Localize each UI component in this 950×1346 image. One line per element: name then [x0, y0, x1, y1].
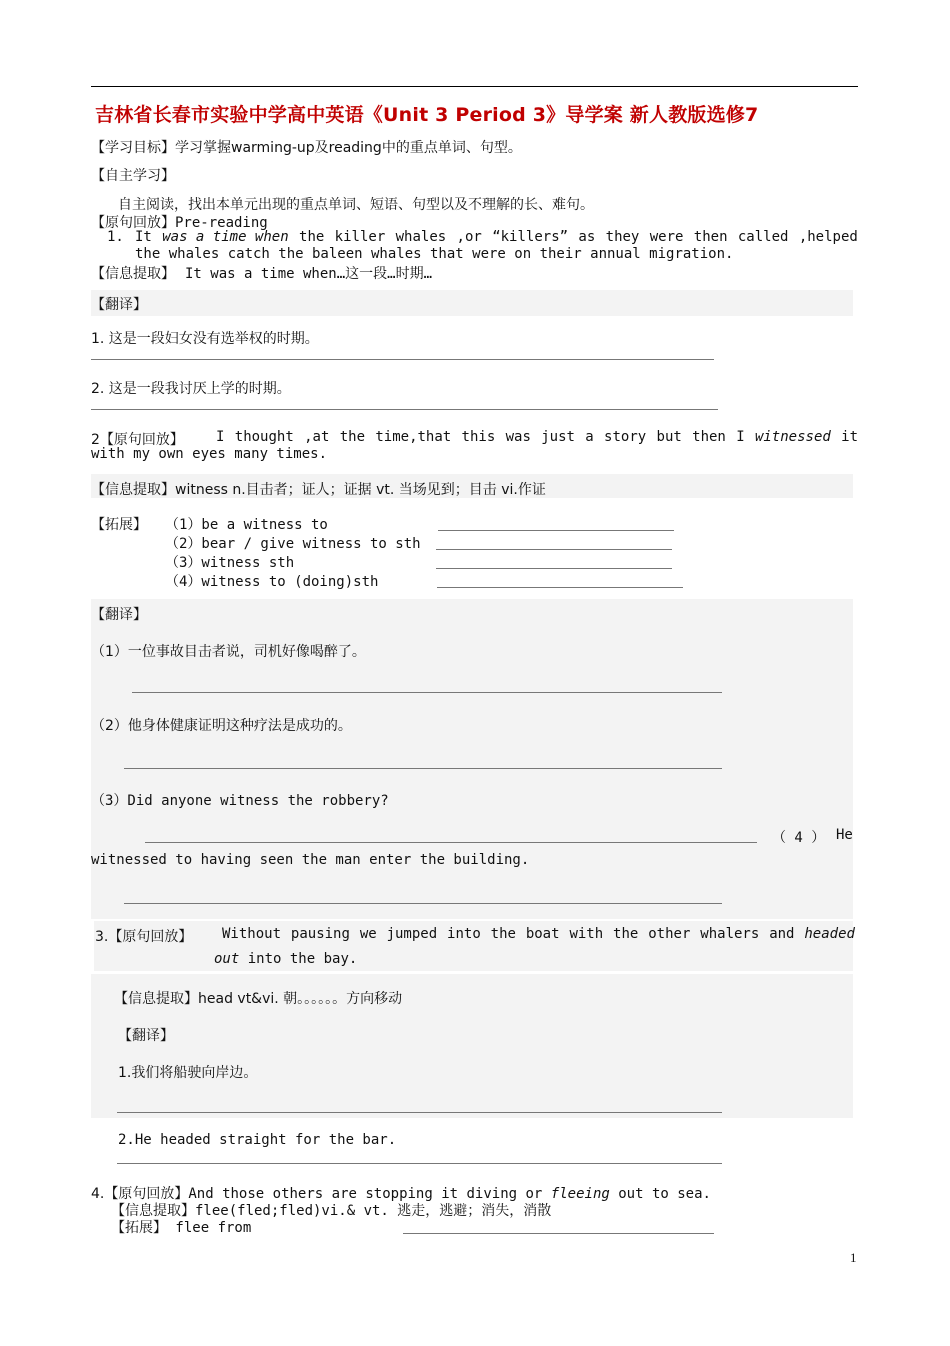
word: the [490, 926, 516, 942]
s2-line2: with my own eyes many times. [91, 446, 328, 462]
word: pausing [290, 926, 350, 942]
s2-label: 2【原句回放】 [91, 432, 184, 448]
s2-info-label: 【信息提取】 [91, 482, 175, 498]
s1-line2: the whales catch the baleen whales that were on their annual migration. [135, 246, 734, 262]
s4-text-a: And those others are stopping it diving or [188, 1186, 551, 1202]
word: as [578, 229, 596, 245]
s3-t2: 2.He headed straight for the bar. [118, 1132, 397, 1148]
self-study-label: 【自主学习】 [91, 168, 175, 184]
word: ,or [456, 229, 482, 245]
answer-line [436, 568, 672, 569]
word: I [216, 429, 225, 445]
s1-info-label: 【信息提取】 [91, 266, 175, 282]
s2-t4-rest: witnessed to having seen the man enter the building. [91, 852, 530, 868]
answer-line [403, 1233, 714, 1234]
s1-translate-label: 【翻译】 [91, 297, 147, 313]
s1-item-1: 1. 这是一段妇女没有选举权的时期。 [91, 331, 319, 347]
answer-line [132, 692, 722, 693]
s2-ext-label: 【拓展】 [91, 517, 147, 533]
s1-number: 1. [107, 229, 124, 245]
answer-line [438, 530, 674, 531]
s2-ext-3: （3）witness sth [165, 555, 295, 571]
s1-line1 [135, 229, 858, 245]
word: the [299, 229, 325, 245]
s3-translate-label: 【翻译】 [118, 1028, 174, 1044]
word: other [648, 926, 691, 942]
s4-label: 4.【原句回放】 [91, 1186, 189, 1202]
s2-t2: （2）他身体健康证明这种疗法是成功的。 [91, 718, 352, 734]
word: into [447, 926, 481, 942]
self-study-text: 自主阅读，找出本单元出现的重点单词、短语、句型以及不理解的长、难句。 [118, 197, 594, 213]
pre-reading-label: 【原句回放】 [91, 215, 175, 231]
word: the [339, 429, 366, 445]
word: boat [525, 926, 560, 942]
s2-t3: （3）Did anyone witness the robbery? [91, 793, 389, 809]
goal-label: 【学习目标】 [91, 140, 175, 156]
s2-ext-1: （1）be a witness to [165, 517, 328, 533]
word: story [604, 429, 647, 445]
s1-item-2: 2. 这是一段我讨厌上学的时期。 [91, 381, 291, 397]
s4-ext-text: flee from [167, 1220, 252, 1236]
s3-info [114, 988, 402, 1008]
word: just [541, 429, 575, 445]
learning-goal [91, 137, 522, 157]
pre-reading-text: Pre-reading [175, 215, 268, 231]
word: they [605, 229, 640, 245]
s3-line2 [214, 951, 357, 967]
word: then [692, 429, 726, 445]
word: but [656, 429, 682, 445]
s1-info-text: It was a time when…这一段…时期… [185, 266, 433, 282]
word: “killers” [492, 229, 569, 245]
word: It [135, 229, 152, 245]
s2-ext-2: （2）bear / give witness to sth [165, 536, 421, 552]
answer-line [124, 903, 722, 904]
answer-line [436, 549, 672, 550]
word: thought [234, 429, 294, 445]
s2-t4-num: （ 4 ） [772, 830, 826, 846]
top-rule [91, 86, 858, 87]
word: ,helped [798, 229, 858, 245]
answer-line [117, 1112, 722, 1113]
s3-label: 3.【原句回放】 [95, 929, 193, 945]
word-italic: was a time when [162, 229, 289, 245]
s4-info-label: 【信息提取】 [111, 1203, 195, 1219]
s2-info-text: witness n.目击者；证人；证据 vt. 当场见到；目击 vi.作证 [175, 482, 546, 498]
word-italic: headed [804, 926, 855, 942]
s4-text-b: out to sea. [609, 1186, 711, 1202]
page-number: 1 [850, 1250, 857, 1265]
word: with [569, 926, 604, 942]
word: we [359, 926, 377, 942]
answer-line [91, 359, 714, 360]
s1-translate-shade [91, 290, 853, 316]
page-title: 吉林省长春市实验中学高中英语《Unit 3 Period 3》导学案 新人教版选修7 [95, 104, 759, 126]
s2-translate-label: 【翻译】 [91, 607, 147, 623]
answer-line [117, 1163, 722, 1164]
word: jumped [386, 926, 438, 942]
word: and [769, 926, 795, 942]
s2-info [91, 479, 546, 499]
word: this [461, 429, 496, 445]
s3-info-text: head vt&vi. 朝。。。。。。方向移动 [198, 991, 403, 1007]
s3-line1 [222, 926, 855, 942]
s1-info [91, 263, 432, 283]
s3-line2-italic: out [214, 951, 240, 967]
word: Without [222, 926, 282, 942]
word: a [585, 429, 594, 445]
word: ,at [304, 429, 330, 445]
s3-t1: 1.我们将船驶向岸边。 [118, 1065, 258, 1081]
word: was [505, 429, 531, 445]
word: called [737, 229, 789, 245]
word: killer [334, 229, 386, 245]
word: whales [395, 229, 447, 245]
goal-text: 学习掌握warming-up及reading中的重点单词、句型。 [175, 140, 522, 156]
word: time,that [375, 429, 452, 445]
answer-line [145, 842, 757, 843]
word-italic: witnessed [754, 429, 831, 445]
s3-line2-rest: into the bay. [239, 951, 358, 967]
word: I [736, 429, 745, 445]
answer-line [437, 587, 683, 588]
word: were [649, 229, 684, 245]
s2-line1 [216, 429, 858, 445]
s4-ext-label: 【拓展】 [111, 1220, 167, 1236]
answer-line [91, 409, 718, 410]
word: whalers [700, 926, 760, 942]
s4-ext [111, 1217, 251, 1237]
s4-text-italic: fleeing [550, 1186, 610, 1202]
s4-info-text: flee(fled;fled)vi.& vt. 逃走，逃避；消失，消散 [195, 1203, 552, 1219]
s2-ext-4: （4）witness to (doing)sth [165, 574, 379, 590]
answer-line [124, 768, 722, 769]
word: the [613, 926, 639, 942]
word: it [841, 429, 858, 445]
s2-t1: （1）一位事故目击者说，司机好像喝醉了。 [91, 644, 366, 660]
s3-info-label: 【信息提取】 [114, 991, 198, 1007]
s2-t4-head: He [836, 827, 853, 843]
word: then [693, 229, 728, 245]
